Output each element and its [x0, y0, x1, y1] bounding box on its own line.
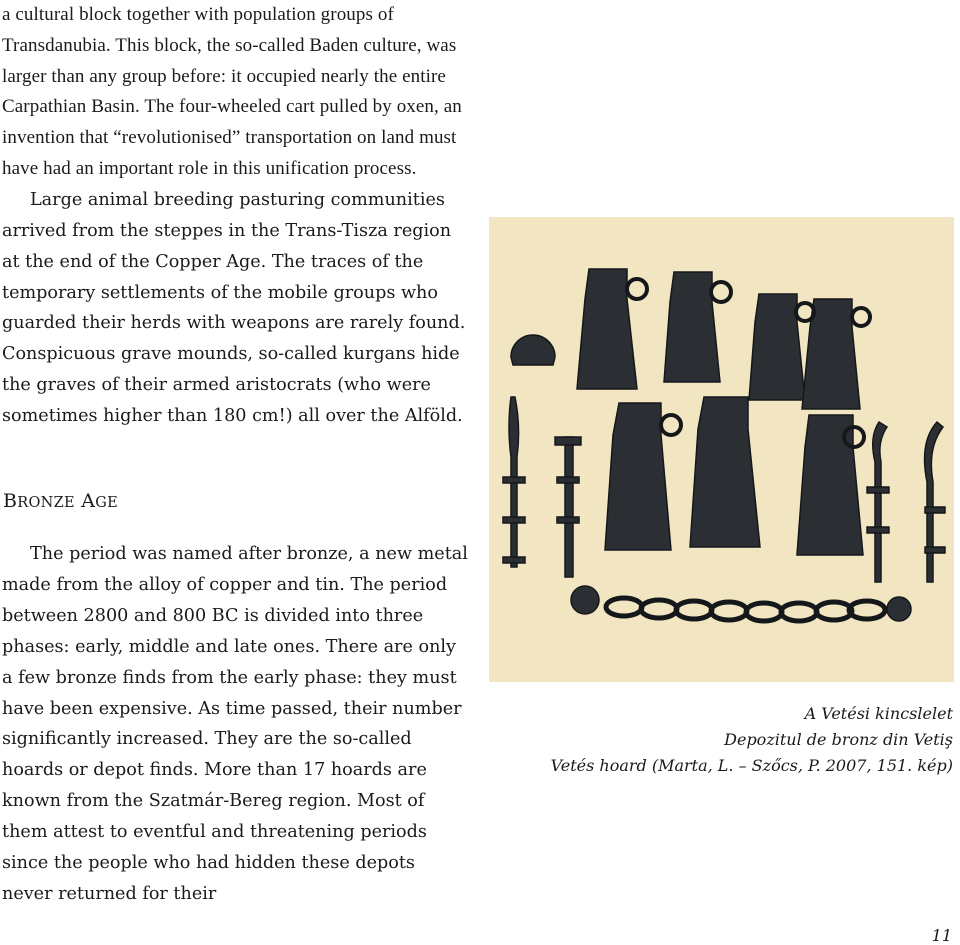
heading-rest-ronze: RONZE — [17, 495, 75, 511]
caption-line-english: Vetés hoard (Marta, L. – Szőcs, P. 2007, 151. kép) — [550, 755, 953, 775]
chain-end-disc-left — [571, 586, 599, 614]
heading-initial-a: A — [81, 490, 96, 512]
heading-initial-b: B — [3, 490, 18, 512]
pin-rod-3 — [873, 422, 887, 582]
paragraph-3: The period was named after bronze, a new metal made from the alloy of copper and tin. The period between 2800 and 800 BC is divided into three phases: early, middle and late ones. There are only a few bronze finds from the early phase: they must have been expensive. As time passed, their number significantly increased. They are the so-called hoards or depot finds. More than 17 hoards are known from the Szatmár-Bereg region. Most of them attest to eventful and threatening periods since the people who had hidden these depots never returned for their — [2, 544, 468, 904]
socketed-axe-6 — [690, 397, 760, 547]
pin-rod-2 — [565, 437, 573, 577]
paragraph-2: Large animal breeding pasturing communities arrived from the steppes in the Trans-Tisza region at the end of the Copper Age. The traces of the temporary settlements of the mobile groups who guarded their herds with weapons are rarely found. Conspicuous grave mounds, so-called kurgans hide the graves of their armed aristocrats (who were sometimes higher than 180 cm!) all over the Alföld. — [2, 189, 466, 427]
small-disc — [511, 335, 555, 365]
hoard-photo — [489, 217, 954, 682]
bronze-hoard-illustration — [489, 217, 954, 682]
paragraph-1: a cultural block together with population groups of Transdanubia. This block, the so-called Baden culture, was larger than any group before: it occupied nearly the entire Carpathian Basin. The four-wheeled cart pulled by oxen, an invention that “revolutionised” transportation on land must have had an important role in this unification process. — [2, 4, 462, 179]
section-heading-bronze-age — [3, 490, 118, 512]
page-number: 11 — [931, 926, 952, 945]
text-column — [2, 0, 470, 432]
pin-rod-4 — [925, 422, 943, 582]
photo-caption — [551, 701, 953, 778]
socketed-axe-7 — [797, 415, 863, 555]
caption-line-romanian: Depozitul de bronz din Vetiş — [724, 729, 953, 749]
heading-rest-ge: GE — [95, 495, 119, 511]
caption-line-hungarian: A Vetési kincslelet — [804, 704, 953, 723]
chain-end-disc-right — [887, 597, 911, 621]
